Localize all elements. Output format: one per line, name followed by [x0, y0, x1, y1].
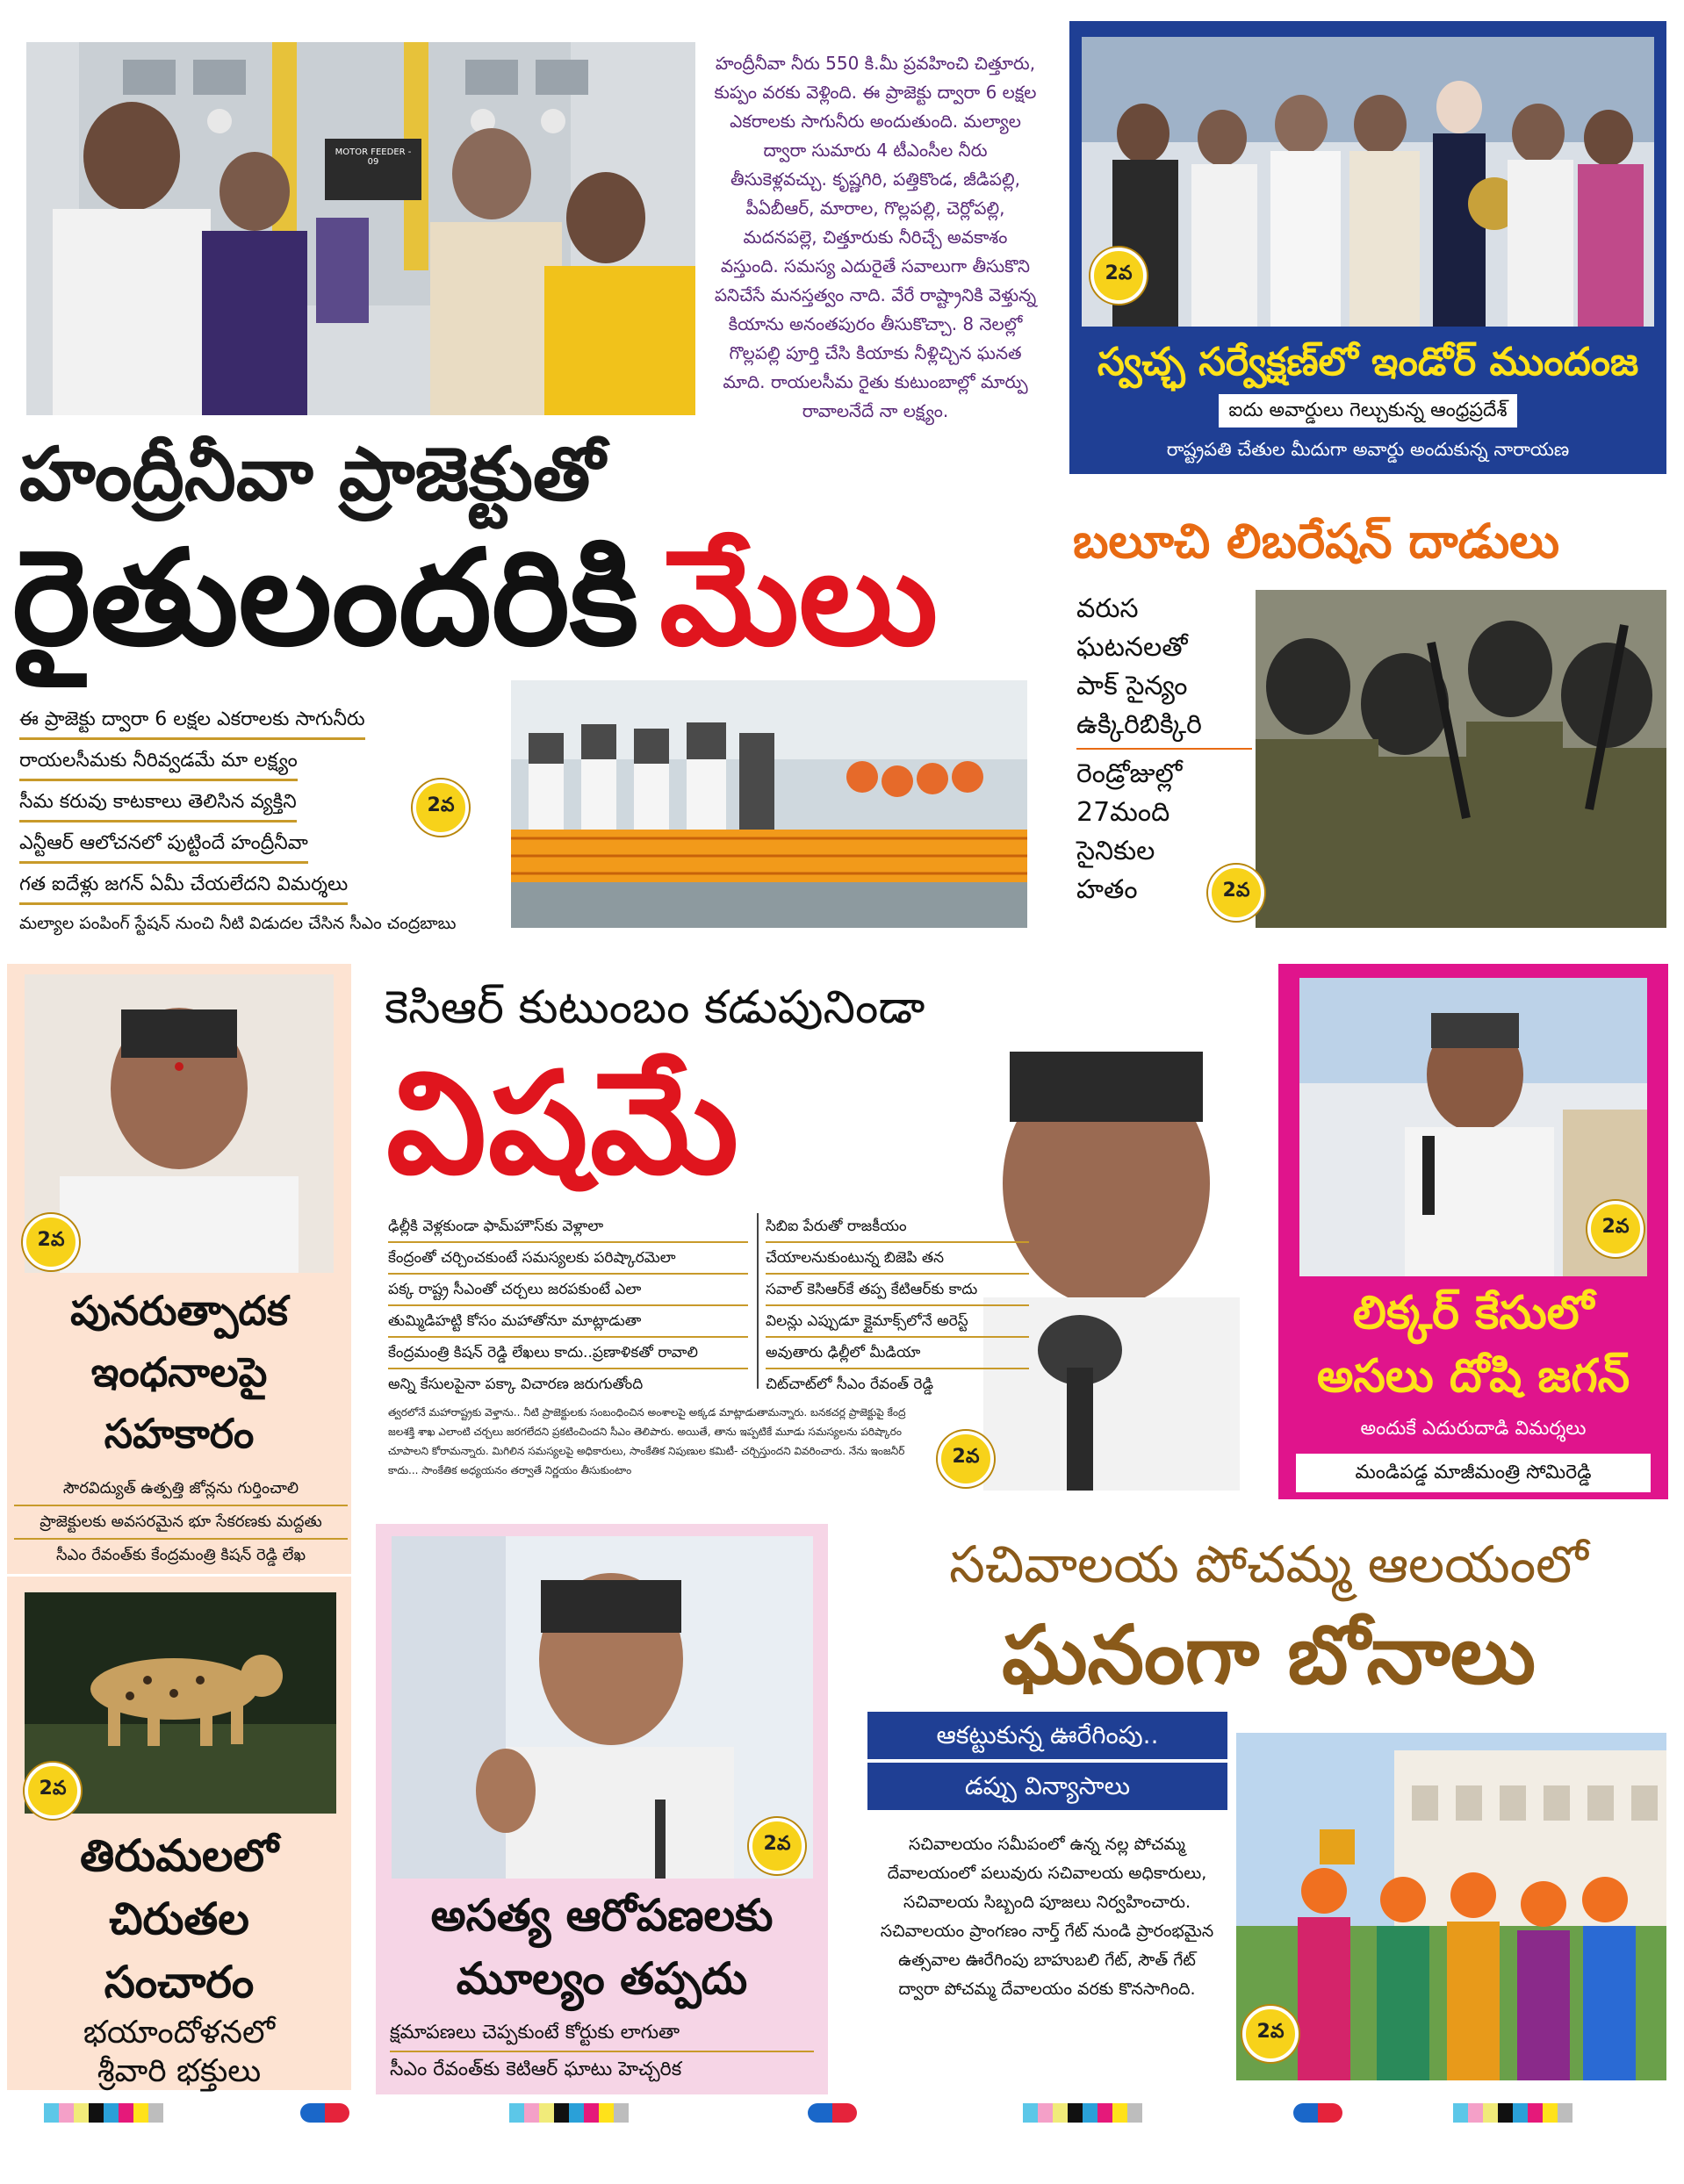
kishan-headline-line: పునరుత్పాదక: [70, 1287, 288, 1334]
kishan-headline-line: ఇంధనాలపై: [90, 1348, 268, 1396]
revanth-right-points: [766, 1211, 1029, 1399]
revanth-kicker: కెసిఆర్ కుటుంబం కడుపునిండా: [385, 981, 925, 1034]
baloch-line: ఘటనలతో: [1076, 632, 1188, 663]
revanth-small-text: త్వరలోనే మహారాష్ట్రకు వెళ్తాను.. నీటి ప్రాజెక్టులకు సంబంధించిన అంశాలపై అక్కడ మాట్లాడుతామన్నారు. బనకచర్ల ప్రాజెక్టుపై కేంద్ర జలశక్తి శాఖ ఎలాంటి చర్చలు జరగలేదని ప్రకటించిందని సీఎం తెలిపారు. అయితే, తాను ఇప్పటికే మూడు సమస్యలను పరిష్కారం చూపాలని కోరామన్నారు. మిగిలిన సమస్యలపై అధికారులు, సాంకేతిక నిపుణుల కమిటీ- చర్చిస్తుందని వివరించారు. నేను ఇంజనీర్ కాదు... సాంకేతిక అధ్యయనం తర్వాతే నిర్ణయం తీసుకుంటాం: [388, 1406, 906, 1476]
page-ref-badge[interactable]: 2వ: [23, 1214, 79, 1270]
cm-pump-station-photo: [26, 42, 695, 415]
page-ref-badge[interactable]: 2వ: [413, 779, 469, 836]
somireddy-headline: [1278, 1282, 1668, 1408]
revanth-divider: [757, 1213, 759, 1389]
lead-bullet: ఎన్టీఆర్ ఆలోచనలో పుట్టిందే హంద్రీనీవా: [19, 826, 308, 864]
swachh-headline: స్వచ్ఛ సర్వేక్షణ్‌లో ఇండోర్ ముందంజ: [1097, 340, 1639, 384]
somireddy-sub1: అందుకే ఎదురుదాడి విమర్శలు: [1296, 1412, 1651, 1447]
tirumala-headline-line: సంచారం: [104, 1957, 255, 2008]
swachh-sub1: ఐదు అవార్డులు గెల్చుకున్న ఆంధ్రప్రదేశ్: [1219, 394, 1517, 427]
print-registration-mark: [300, 2103, 349, 2123]
ktr-headline-line: అసత్య ఆరోపణలకు: [430, 1890, 774, 1941]
tirumala-sub-line: భయాందోళనలో: [83, 2015, 276, 2051]
ktr-sub: సీఎం రేవంత్‌కు కెటిఆర్ ఘాటు హెచ్చరిక: [390, 2058, 682, 2080]
tirumala-headline-line: తిరుమలలో: [80, 1830, 278, 1881]
tirumala-panel: [7, 1577, 351, 2090]
print-color-bar: [509, 2103, 629, 2123]
kishan-bullets: [14, 1473, 348, 1571]
revanth-point: ఢిల్లీకి వెళ్లకుండా ఫామ్‌హౌస్‌కు వెళ్లాలా: [388, 1211, 748, 1243]
kishan-headline: [7, 1280, 351, 1464]
revanth-point: సవాల్ కెసిఆర్‌కే తప్ప కేటిఆర్‌కు కాదు: [766, 1275, 1029, 1306]
kishan-headline-line: సహకారం: [104, 1410, 255, 1457]
bonalu-box1: ఆకట్టుకున్న ఊరేగింపు..: [867, 1712, 1227, 1759]
lead-headline-farmers: రైతులందరికి: [12, 522, 639, 675]
baloch-headline: బలూచి లిబరేషన్ దాడులు: [1073, 514, 1560, 569]
revanth-point: కేంద్రంతో చర్చించకుంటే సమస్యలకు పరిష్కారమెలా: [388, 1243, 748, 1275]
swachh-sub2: రాష్ట్రపతి చేతుల మీదుగా అవార్డు అందుకున్న నారాయణ: [1166, 439, 1570, 460]
kishan-panel: [7, 964, 351, 1574]
bonalu-procession-photo: [1236, 1733, 1666, 2080]
somireddy-panel: [1278, 964, 1668, 1499]
award-ceremony-photo: [1082, 37, 1654, 327]
ktr-subs: [390, 2015, 814, 2087]
bonalu-box2: డప్పు విన్యాసాలు: [867, 1763, 1227, 1810]
ktr-photo: [392, 1536, 813, 1879]
print-registration-mark: [808, 2103, 857, 2123]
page-ref-badge[interactable]: 2వ: [749, 1818, 805, 1874]
baloch-fighters-photo: [1256, 590, 1666, 928]
ktr-panel: [376, 1524, 828, 2094]
page-ref-badge[interactable]: 2వ: [1587, 1201, 1644, 1257]
tirumala-headline-line: చిరుతల: [109, 1893, 249, 1944]
ktr-sub: క్షమాపణలు చెప్పకుంటే కోర్టుకు లాగుతా: [390, 2015, 814, 2052]
revanth-point: తుమ్మిడిహట్టి కోసం మహాతోనూ మాట్లాడుతా: [388, 1306, 748, 1338]
page-ref-badge[interactable]: 2వ: [1090, 248, 1147, 304]
tirumala-headline: [7, 1824, 351, 2014]
kishan-bullet: ప్రాజెక్టులకు అవసరమైన భూ సేకరణకు మద్దతు: [14, 1506, 348, 1540]
print-color-bar: [44, 2103, 163, 2123]
page-ref-badge[interactable]: 2వ: [25, 1763, 81, 1819]
baloch-line: పాక్ సైన్యం: [1076, 671, 1188, 701]
somireddy-headline-line: అసలు దోషి జగన్: [1316, 1350, 1630, 1403]
revanth-point: సిబిఐ పేరుతో రాజకీయం: [766, 1211, 1029, 1243]
ktr-headline: [376, 1884, 828, 2010]
lead-bullet: ఈ ప్రాజెక్టు ద్వారా 6 లక్షల ఎకరాలకు సాగునీరు: [19, 702, 365, 740]
kishan-bullet: సీఎం రేవంత్‌కు కేంద్రమంత్రి కిషన్ రెడ్డి లేఖ: [55, 1546, 306, 1564]
page-ref-badge[interactable]: 2వ: [938, 1431, 994, 1487]
tirumala-sub-line: శ్రీవారి భక్తులు: [97, 2053, 262, 2089]
print-color-bar: [1023, 2103, 1142, 2123]
baloch-text1: [1076, 590, 1252, 909]
baloch-line: హతం: [1076, 874, 1138, 905]
revanth-headline: విషమే: [386, 1041, 741, 1205]
project-inspection-photo: [511, 680, 1027, 928]
revanth-point: పక్క రాష్ట్ర సీఎంతో చర్చలు జరపకుంటే ఎలా: [388, 1275, 748, 1306]
swachh-panel: [1069, 21, 1666, 474]
print-color-bar: [1453, 2103, 1572, 2123]
somireddy-sub2: మండిపడ్డ మాజీమంత్రి సోమిరెడ్డి: [1296, 1454, 1651, 1492]
tirumala-sub: [7, 2014, 351, 2091]
revanth-point: అవుతారు ఢిల్లీలో మీడియా: [766, 1338, 1029, 1369]
baloch-line: 27మంది: [1076, 797, 1170, 828]
revanth-point: కేంద్రమంత్రి కిషన్ రెడ్డి లేఖలు కాదు..ప్రణాళికతో రావాలి: [388, 1338, 748, 1369]
lead-bullet: సీమ కరువు కాటకాలు తెలిసిన వ్యక్తిని: [19, 785, 297, 823]
print-registration-mark: [1293, 2103, 1342, 2123]
bonalu-body: సచివాలయం సమీపంలో ఉన్న నల్ల పోచమ్మ దేవాలయంలో పలువురు సచివాలయ అధికారులు, సచివాలయ సిబ్బంది పూజలు నిర్వహించారు. సచివాలయం ప్రాంగణం నార్త్ గేట్ నుండి ప్రారంభమైన ఉత్సవాల ఊరేగింపు బాహుబలి గేట్, సౌత్ గేట్ ద్వారా పోచమ్మ దేవాలయం వరకు కొనసాగింది.: [880, 1835, 1214, 1999]
bonalu-kicker: సచివాలయ పోచమ్మ ఆలయంలో: [949, 1534, 1588, 1594]
revanth-left-points: [388, 1211, 748, 1399]
revanth-point: చేయాలనుకుంటున్న బిజెపి తన: [766, 1243, 1029, 1275]
photo-panel-label: MOTOR FEEDER - 09: [335, 147, 412, 167]
baloch-line: సైనికుల: [1076, 836, 1155, 866]
baloch-line: వరుస: [1076, 593, 1139, 624]
lead-caption: మల్యాల పంపింగ్ స్టేషన్ నుంచి నీటి విడుదల చేసిన సీఎం చంద్రబాబు: [19, 914, 457, 933]
kishan-bullet: సౌరవిద్యుత్ ఉత్పత్తి జోన్లను గుర్తించాలి: [14, 1473, 348, 1506]
baloch-line: రెండ్రోజుల్లో: [1076, 758, 1183, 789]
revanth-point: విలన్లు ఎప్పుడూ క్లైమాక్స్‌లోనే అరెస్ట్: [766, 1306, 1029, 1338]
somireddy-headline-line: లిక్కర్ కేసులో: [1352, 1287, 1594, 1340]
baloch-line: ఉక్కిరిబిక్కిరి: [1076, 706, 1252, 750]
lead-story-body: హంద్రీనీవా నీరు 550 కి.మీ ప్రవహించి చిత్తూరు, కుప్పం వరకు వెళ్లింది. ఈ ప్రాజెక్టు ద్వారా 6 లక్షల ఎకరాలకు సాగునీరు అందుతుంది. మల్యాల ద్వారా సుమారు 4 టీఎంసీల నీరు తీసుకెళ్లవచ్చు. కృష్ణగిరి, పత్తికొండ, జీడిపల్లి, పీఏబీఆర్, మారాల, గొల్లపల్లి, చెర్లోపల్లి, మదనపల్లె, చిత్తూరుకు నీరిచ్చే అవకాశం వస్తుంది. సమస్య ఎదురైతే సవాలుగా తీసుకొని పనిచేసే మనస్తత్వం నాది. వేరే రాష్ట్రానికి వెళ్తున్న కియాను అనంతపురం తీసుకొచ్చా. 8 నెలల్లో గొల్లపల్లి పూర్తి చేసి కియాకు నీళ్లిచ్చిన ఘనత మాది. రాయలసీమ రైతు కుటుంబాల్లో మార్పు రావాలనేదే నా లక్ష్యం.: [714, 53, 1037, 421]
lead-headline-line1: హంద్రీనీవా ప్రాజెక్టుతో: [19, 431, 605, 517]
lead-headline-benefit: మేలు: [659, 522, 939, 675]
revanth-point: చిట్‌చాట్‌లో సీఎం రేవంత్ రెడ్డి: [766, 1376, 934, 1393]
page-ref-badge[interactable]: 2వ: [1242, 2006, 1299, 2062]
lead-bullet: గత ఐదేళ్లు జగన్ ఏమీ చేయలేదని విమర్శలు: [19, 867, 348, 905]
revanth-point: అన్ని కేసులపైనా పక్కా విచారణ జరుగుతోంది: [388, 1376, 644, 1393]
lead-bullet: రాయలసీమకు నీరివ్వడమే మా లక్ష్యం: [19, 744, 298, 781]
ktr-headline-line: మూల్యం తప్పదు: [456, 1953, 748, 2004]
page-ref-badge[interactable]: 2వ: [1208, 865, 1264, 921]
bonalu-headline: ఘనంగా బోనాలు: [1002, 1608, 1536, 1702]
lead-headline-line2: [12, 520, 1048, 678]
